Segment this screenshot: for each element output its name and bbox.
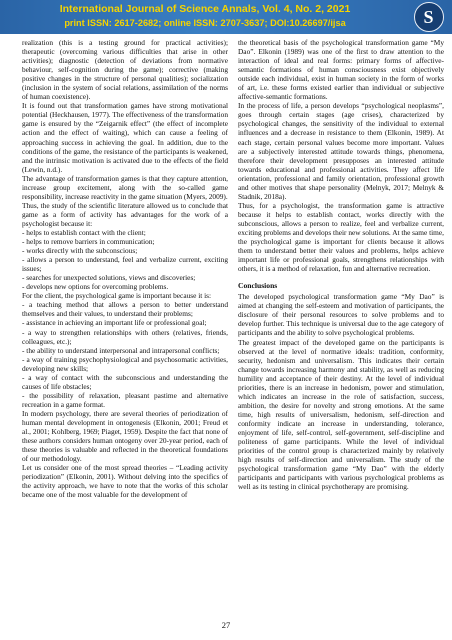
client-benefits-list — [22, 300, 228, 409]
list-item: - a teaching method that allows a person to better understand themselves and their values, to understand their problems; — [22, 300, 228, 319]
left-column — [22, 38, 228, 499]
journal-logo-icon — [414, 2, 444, 32]
section-heading-conclusions: Conclusions — [238, 281, 278, 291]
list-item: - a way of contact with the subconscious and understanding the causes of life obstacles; — [22, 372, 228, 391]
list-item: - searches for unexpected solutions, views and discoveries; — [22, 273, 196, 283]
paragraph: realization (this is a testing ground for practical activities); therapeutic (overcoming various difficulties that arise in other activities); diagnostic (detection of deviations from normative behaviour, self-cognition during the game); corrective (making positive changes in the structure of personal qualities); socialization (inclusion in the system of social relations, assimilation of the norms of human coexistence). — [22, 38, 228, 102]
journal-title-line: International Journal of Science Annals, Vol. 4, No. 2, 2021 — [59, 3, 351, 15]
paragraph: The advantage of transformation games is that they capture attention, increase group excitement, along with the so-called game responsibility, increase reactivity in the game situation (Myers, 2009). — [22, 173, 228, 201]
list-item: - assistance in achieving an important life or professional goal; — [22, 318, 207, 328]
paragraph: Thus, the study of the scientific literature allowed us to conclude that game as a form of activity has advantages for the work of a psychologist because it: — [22, 200, 228, 228]
list-item: - the ability to understand interpersonal and intrapersonal conflicts; — [22, 345, 220, 355]
paragraph: The greatest impact of the developed game on the participants is observed at the level of normative ideals: tradition, conformity, security, hedonism and universalism. This indicates their certain change towards increasing harmony and stability, as well as reducing humility and acceptance of their destiny. At the level of individual priorities, there is an increase in hedonism, power and stimulation, which indicates an increase in the role of satisfaction, success, ambition, the desire for novelty and strong emotions. At the same time, high results of universalism, hedonism, self-direction and conformity indicate an increase in understanding, tolerance, enjoyment of life, self-control, self-government, self-discipline and politeness of game participants. While the level of individual priorities of the control group is characterized mainly by relatively high results of self-direction and universalism. The study of the psychological transformation game “My Dao” with the elderly participants and participants with various psychological problems as well as its testing in clinical psychotherapy are promising. — [238, 337, 444, 492]
paragraph: For the client, the psychological game is important because it is: — [22, 291, 212, 301]
right-column — [238, 38, 444, 491]
paragraph: The developed psychological transformation game “My Dao” is aimed at changing the self-esteem and motivation of participants, the disclosure of their personal resources to solve problems and to develop further. This technique is universal due to the age category of participants and the ability to solve psychological problems. — [238, 292, 444, 338]
list-item: - allows a person to understand, feel and verbalize current, exciting issues; — [22, 255, 228, 274]
journal-issn-line: print ISSN: 2617-2682; online ISSN: 2707-3637; DOI:10.26697/ijsa — [64, 18, 346, 28]
page-number: 27 — [221, 620, 231, 630]
paragraph: Thus, for a psychologist, the transformation game is attractive because it helps to establish contact, works directly with the subconscious, allows a person to realize, feel and verbalize current, exciting problems and develops their new solutions. At the same time, the psychological game is important for clients because it allows them to understand better their values and problems, helps achieve important life or professional goals, strengthens relationships with others, it is a method of relaxation, fun and alternative recreation. — [238, 200, 444, 274]
paragraph: Let us consider one of the most spread theories – “Leading activity periodization” (Elkonin, 2001). Without delving into the specifics of the activity approach, we have to note that the works of this scholar became one of the most valuable for the development of — [22, 463, 228, 500]
list-item: - works directly with the subconscious; — [22, 246, 138, 256]
journal-logo-letter: S — [423, 7, 434, 27]
list-item: - develops new options for overcoming problems. — [22, 282, 169, 292]
paragraph: It is found out that transformation games have strong motivational potential (Heckhausen, 1977). The effectiveness of the transformation game is ensured by the “Zeigarnik effect” (the effect of incomplete action and the effect of waiting), which can cause a feeling of approaching success in achieving the goal. In addition, due to the conditions of the game, the resistance of the participants is weakened, and the intrinsic motivation is activated due to the effects of the field (Lewin, n.d.). — [22, 101, 228, 174]
journal-header-band — [0, 0, 452, 34]
list-item: - helps to remove barriers in communication; — [22, 237, 155, 247]
list-item: - the possibility of relaxation, pleasant pastime and alternative recreation in a game format. — [22, 390, 228, 409]
paragraph: In the process of life, a person develops “psychological neoplasms”, goes through certain stages (age crises), characterized by psychological changes, the sensitivity of the individual to external influences and a decrease in resistance to them (Elkonin, 1989). At each stage, certain personal values become more important. Values are a subjectively interested attitude towards things, phenomena, therefore their development presupposes an interested attitude towards educational and professional activities. They affect life orientation, professional and family orientation, professional growth and other motives that shape personality (Melnyk, 2017; Melnyk & Stadnik, 2018a). — [238, 101, 444, 201]
list-item: - a way of training psychophysiological and psychosomatic activities, developing new skills; — [22, 354, 228, 373]
paragraph: the theoretical basis of the psychological transformation game “My Dao”. Elkonin (1989) was one of the first to draw attention to the interaction of ideal and real forms: primary forms of affective-semantic formations of human consciousness exist objectively outside each individual, exist in human society in the form of works of art, i.e. these forms existed earlier than individual or subjective affective-semantic formations. — [238, 38, 444, 102]
list-item: - helps to establish contact with the client; — [22, 227, 146, 237]
paragraph: In modern psychology, there are several theories of periodization of human mental development in ontogenesis (Elkonin, 2001; Freud et al., 2001; Kohlberg, 1969; Piaget, 1959). Despite the fact that none of these authors considers human ontogeny over 20-year period, each of these theories is valuable and reflected in the theoretical foundations of our methodology. — [22, 408, 228, 464]
advantages-list — [22, 228, 228, 291]
list-item: - a way to strengthen relationships with others (relatives, friends, colleagues, etc.); — [22, 327, 228, 346]
